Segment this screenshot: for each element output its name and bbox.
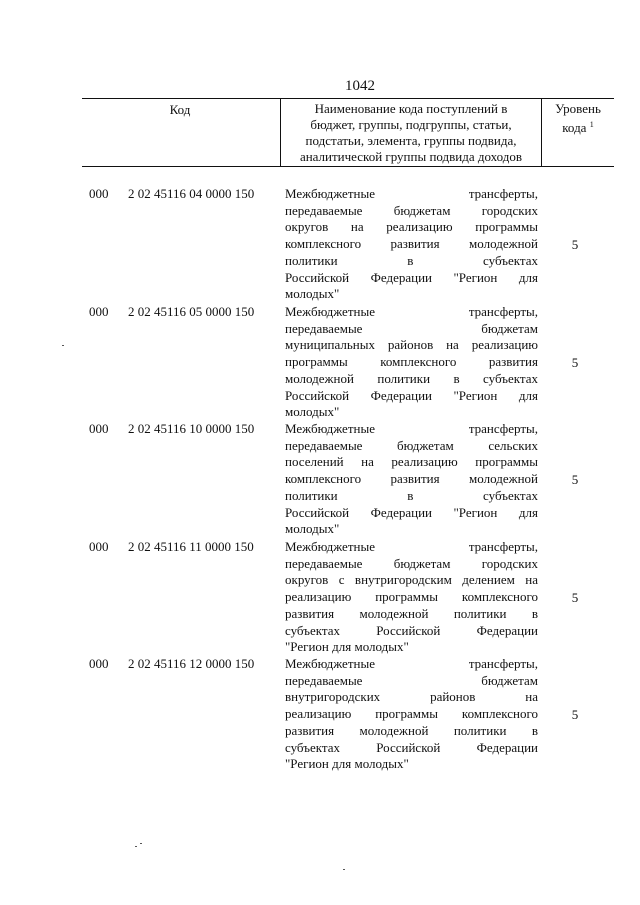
header-name-line: бюджет, группы, подгруппы, статьи, xyxy=(310,117,512,132)
row-name-line: политики в субъектах xyxy=(285,252,538,268)
row-name-line: реализацию программы комплексного xyxy=(285,589,538,605)
row-level: 5 xyxy=(571,590,579,605)
row-name-line: Межбюджетные трансферты, xyxy=(285,656,538,671)
header-top-rule xyxy=(82,98,614,99)
scan-speck xyxy=(343,869,345,870)
row-name-line: "Регион для молодых" xyxy=(285,756,409,772)
row-income-name xyxy=(285,539,538,656)
row-admin-code: 000 xyxy=(89,656,109,671)
row-name-line: передаваемые бюджетам городских xyxy=(285,555,538,571)
row-name-line: внутригородских районов на xyxy=(285,689,538,705)
row-admin-code: 000 xyxy=(89,186,109,201)
row-name-line: Межбюджетные трансферты, xyxy=(285,186,538,201)
row-name-line: округов с внутригородским делением на xyxy=(285,572,538,588)
row-name-line: программы комплексного развития xyxy=(285,354,538,370)
row-name-line: Российской Федерации "Регион для xyxy=(285,504,538,520)
scan-speck xyxy=(135,846,137,847)
row-name-line: передаваемые бюджетам xyxy=(285,320,538,336)
row-name-line: молодых" xyxy=(285,404,340,420)
row-income-name xyxy=(285,304,538,421)
row-name-line: комплексного развития молодежной xyxy=(285,471,538,487)
row-name-line: молодых" xyxy=(285,286,340,302)
row-level: 5 xyxy=(571,472,579,487)
row-name-line: молодежной политики в субъектах xyxy=(285,370,538,386)
header-level-word: кода xyxy=(562,120,587,135)
header-divider-code-name xyxy=(280,98,281,166)
header-name-line: Наименование кода поступлений в xyxy=(314,101,508,116)
row-name-line: передаваемые бюджетам сельских xyxy=(285,437,538,453)
row-name-line: поселений на реализацию программы xyxy=(285,454,538,470)
header-bottom-rule xyxy=(82,166,614,167)
row-name-line: Межбюджетные трансферты, xyxy=(285,539,538,554)
header-level-line xyxy=(542,117,614,136)
row-name-line: передаваемые бюджетам городских xyxy=(285,202,538,218)
row-name-line: Российской Федерации "Регион для xyxy=(285,387,538,403)
row-name-line: передаваемые бюджетам xyxy=(285,672,538,688)
row-income-name xyxy=(285,421,538,538)
row-name-line: муниципальных районов на реализацию xyxy=(285,337,538,353)
header-name-line: аналитической группы подвида доходов xyxy=(299,149,523,164)
scan-speck xyxy=(62,345,64,346)
row-name-line: субъектах Российской Федерации xyxy=(285,739,538,755)
row-name-line: Межбюджетные трансферты, xyxy=(285,304,538,319)
row-admin-code: 000 xyxy=(89,421,109,436)
header-name-line: подстатьи, элемента, группы подвида, xyxy=(305,133,517,148)
row-name-line: округов на реализацию программы xyxy=(285,219,538,235)
row-income-code: 2 02 45116 12 0000 150 xyxy=(128,656,255,671)
row-income-code: 2 02 45116 04 0000 150 xyxy=(128,186,255,201)
row-name-line: молодых" xyxy=(285,521,340,537)
row-level: 5 xyxy=(571,237,579,252)
row-name-line: комплексного развития молодежной xyxy=(285,236,538,252)
row-name-line: развития молодежной политики в xyxy=(285,722,538,738)
scan-speck xyxy=(140,843,142,844)
row-level: 5 xyxy=(571,707,579,722)
row-name-line: Межбюджетные трансферты, xyxy=(285,421,538,436)
header-code-label: Код xyxy=(169,102,191,117)
header-level-line: Уровень xyxy=(555,101,601,116)
row-income-name xyxy=(285,656,538,773)
row-income-code: 2 02 45116 05 0000 150 xyxy=(128,304,255,319)
row-income-name xyxy=(285,186,538,303)
header-name-label xyxy=(282,101,540,165)
header-level-footnote: 1 xyxy=(589,120,594,129)
row-name-line: политики в субъектах xyxy=(285,487,538,503)
page-number: 1042 xyxy=(345,78,375,94)
row-admin-code: 000 xyxy=(89,304,109,319)
row-name-line: субъектах Российской Федерации xyxy=(285,622,538,638)
row-income-code: 2 02 45116 11 0000 150 xyxy=(128,539,254,554)
row-admin-code: 000 xyxy=(89,539,109,554)
header-level-label xyxy=(542,101,614,136)
row-name-line: "Регион для молодых" xyxy=(285,639,409,655)
row-name-line: реализацию программы комплексного xyxy=(285,706,538,722)
row-income-code: 2 02 45116 10 0000 150 xyxy=(128,421,255,436)
row-name-line: Российской Федерации "Регион для xyxy=(285,269,538,285)
row-name-line: развития молодежной политики в xyxy=(285,605,538,621)
row-level: 5 xyxy=(571,355,579,370)
